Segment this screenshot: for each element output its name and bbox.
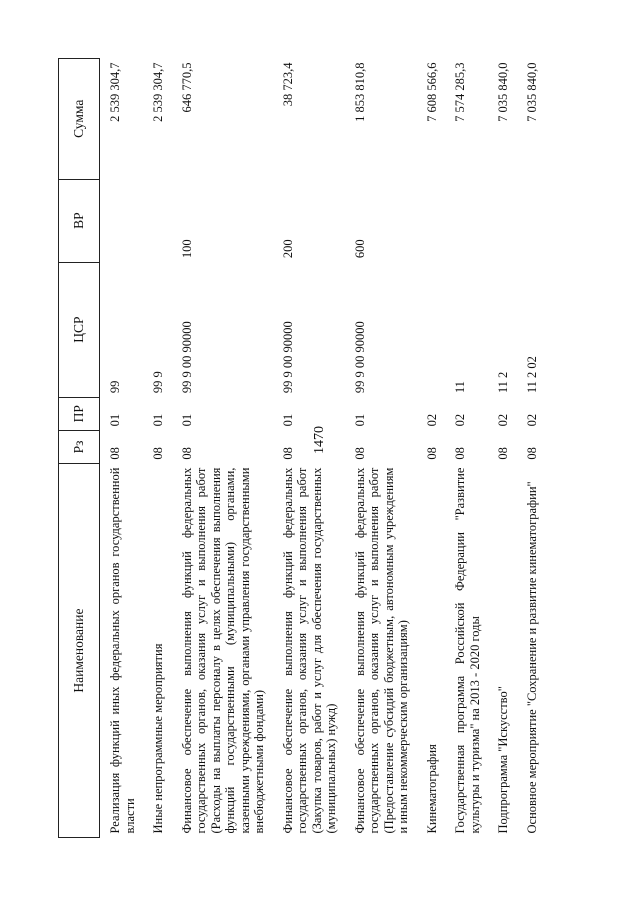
row-vr [488,179,517,262]
row-name: Иные непрограммные мероприятия [151,643,165,834]
row-rz: 08 [179,447,194,460]
row-rz: 08 [424,447,439,460]
header-sum: Сумма [59,59,100,180]
row-sum: 7 574 285,3 [453,62,467,122]
row-sum: 2 539 304,7 [108,62,122,122]
row-csr: 11 [453,381,467,394]
row-rz: 08 [496,447,510,460]
row-vr [143,179,172,262]
row-rz: 08 [352,447,367,460]
row-pr: 02 [424,413,439,427]
row-csr: 99 [108,380,122,394]
header-csr: ЦСР [59,262,100,397]
table-row [517,59,546,838]
row-name: Финансовое обеспечение выполнения функций федеральных государственных органов, оказания услуг и выполнения работ (Предоставление субсидий бюджетным, автономным учреждениям и иным некоммерческим организациям) [352,467,410,834]
header-name: Наименование [59,464,100,838]
row-name: Государственная программа Российской Федерации "Развитие культуры и туризма" на 2013 - 2020 годы [453,467,482,834]
row-vr [517,179,546,262]
table-row [143,59,172,838]
table-row [172,59,273,838]
row-csr [417,262,446,397]
row-sum: 1 853 810,8 [352,62,367,122]
row-csr: 99 9 00 90000 [280,321,295,394]
row-csr: 99 9 00 90000 [179,321,194,394]
table-row [417,59,446,838]
row-vr: 100 [179,239,194,259]
row-rz: 08 [108,447,122,460]
row-sum: 7 035 840,0 [496,62,510,122]
row-name: Финансовое обеспечение выполнения функций федеральных государственных органов, оказания услуг и выполнения работ (Закупка товаров, работ и услуг для обеспечения государственных (муниципальных) нужд) [280,467,338,834]
row-pr: 01 [108,413,122,427]
table-header-row [59,59,100,838]
row-vr [417,179,446,262]
row-pr: 01 [179,413,194,427]
row-sum: 646 770,5 [179,62,194,113]
row-vr: 600 [352,239,367,259]
row-pr: 01 [352,413,367,427]
header-pr: ПР [59,397,100,430]
table-row [273,59,345,838]
table-row [345,59,417,838]
row-pr: 01 [280,413,295,427]
row-csr: 11 2 [496,371,510,394]
row-name: Подпрограмма "Искусство" [496,686,510,834]
row-sum: 2 539 304,7 [151,62,165,122]
row-csr: 11 2 02 [524,356,539,394]
row-rz: 08 [151,447,165,460]
budget-table-rotated [58,58,578,838]
row-sum: 38 723,4 [280,62,295,107]
header-vr: ВР [59,179,100,262]
budget-table [58,58,545,838]
header-rz: Рз [59,430,100,463]
row-sum: 7 035 840,0 [524,62,539,122]
row-vr [445,179,488,262]
page-number: 1470 [312,426,327,454]
row-rz: 08 [453,447,467,460]
row-pr: 01 [151,413,165,427]
row-pr: 02 [453,413,467,427]
row-csr: 99 9 00 90000 [352,321,367,394]
row-vr: 200 [280,239,295,259]
row-name: Основное мероприятие "Сохранение и развитие кинематографии" [524,481,539,834]
row-name: Реализация функций иных федеральных органов государственной власти [108,467,137,834]
row-pr: 02 [524,413,539,427]
row-rz: 08 [524,447,539,460]
row-vr [100,179,144,262]
table-row [488,59,517,838]
row-rz: 08 [280,447,295,460]
row-pr: 02 [496,413,510,427]
table-row [100,59,144,838]
table-row [445,59,488,838]
row-name: Финансовое обеспечение выполнения функций федеральных государственных органов, оказания услуг и выполнения работ (Расходы на выплаты персоналу в целях обеспечения выполнения функций государственными (муниципальными) органами, казенными учреждениями, органами управления государственными внебюджетными фондами) [179,467,266,834]
row-csr: 99 9 [151,371,165,394]
row-name: Кинематография [424,744,439,834]
row-sum: 7 608 566,6 [424,62,439,122]
